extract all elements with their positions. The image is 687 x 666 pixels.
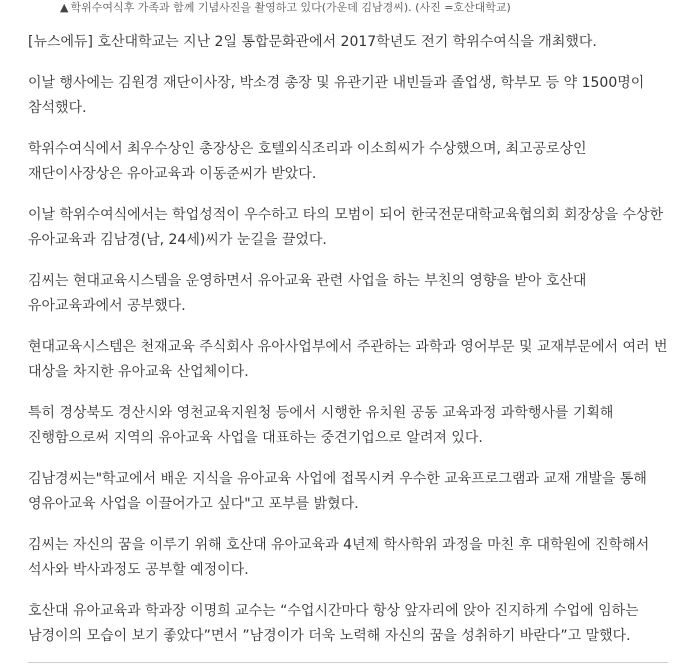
article-paragraph-7: 특히 경상북도 경산시와 영천교육지원청 등에서 시행한 유치원 공동 교육과정 과학행사를 기획해 진행함으로써 지역의 유아교육 사업을 대표하는 중견기업으로 알려져 있다. bbox=[28, 405, 614, 446]
bottom-divider bbox=[28, 662, 668, 663]
article-paragraph-6: 현대교육시스템은 천재교육 주식회사 유아사업부에서 주관하는 과학과 영어부문 및 교재부문에서 여러 번 대상을 차지한 유아교육 산업체이다. bbox=[28, 339, 668, 380]
article-paragraph-4: 이날 학위수여식에서는 학업성적이 우수하고 타의 모범이 되어 한국전문대학교육협의회 회장상을 수상한 유아교육과 김남경(남, 24세)씨가 눈길을 끌었다. bbox=[28, 207, 664, 248]
article-paragraph-5: 김씨는 현대교육시스템을 운영하면서 유아교육 관련 사업을 하는 부친의 영향을 받아 호산대 유아교육과에서 공부했다. bbox=[28, 273, 587, 314]
photo-caption-text: 학위수여식후 가족과 함께 기념사진을 촬영하고 있다(가운데 김남경씨). (사진 =호산대학교) bbox=[70, 1, 511, 14]
article-body bbox=[28, 30, 673, 665]
article-paragraph-3: 학위수여식에서 최우수상인 총장상은 호텔외식조리과 이소희씨가 수상했으며, 최고공로상인 재단이사장상은 유아교육과 이동준씨가 받았다. bbox=[28, 141, 587, 182]
article-paragraph-9: 김씨는 자신의 꿈을 이루기 위해 호산대 유아교육과 4년제 학사학위 과정을 마친 후 대학원에 진학해서 석사와 박사과정도 공부할 예정이다. bbox=[28, 537, 650, 578]
photo-caption bbox=[60, 0, 511, 16]
article-paragraph-1: [뉴스에듀] 호산대학교는 지난 2일 통합문화관에서 2017학년도 전기 학위수여식을 개최했다. bbox=[28, 34, 597, 50]
article-paragraph-2: 이날 행사에는 김원경 재단이사장, 박소경 총장 및 유관기관 내빈들과 졸업생, 학부모 등 약 1500명이 참석했다. bbox=[28, 75, 645, 116]
article-paragraph-10: 호산대 유아교육과 학과장 이명희 교수는 “수업시간마다 항상 앞자리에 앉아 진지하게 수업에 임하는 남경이의 모습이 보기 좋았다”면서 ”남경이가 더욱 노력해 자신의 꿈을 성취하기 바란다”고 말했다. bbox=[28, 603, 639, 644]
triangle-up-icon: ▲ bbox=[60, 1, 69, 14]
article-paragraph-8: 김남경씨는"학교에서 배운 지식을 유아교육 사업에 접목시켜 우수한 교육프로그램과 교재 개발을 통해 영유아교육 사업을 이끌어가고 싶다"고 포부를 밝혔다. bbox=[28, 471, 647, 512]
